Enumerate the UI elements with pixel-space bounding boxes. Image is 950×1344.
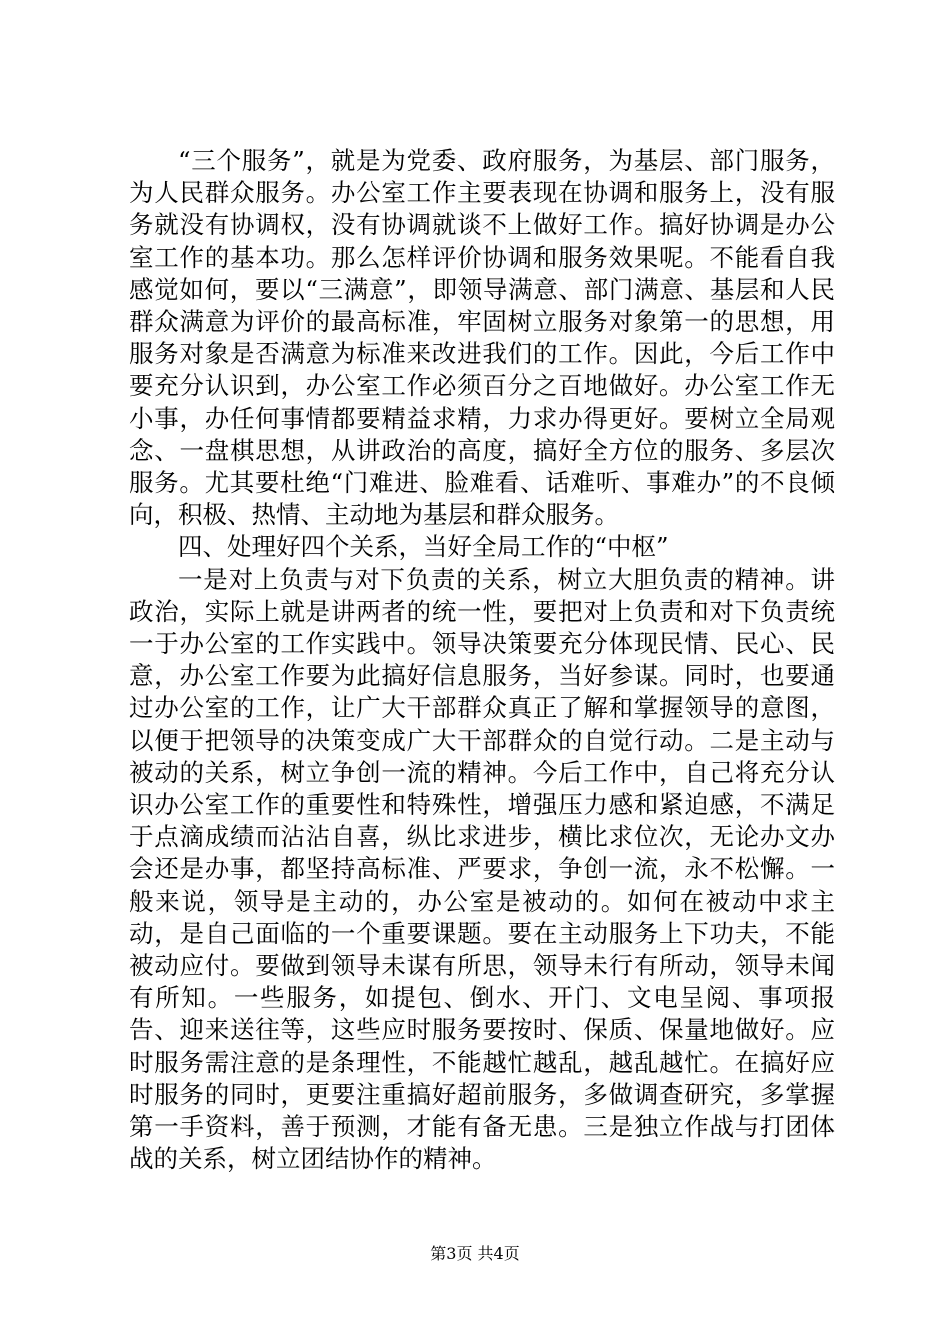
page-number-footer: 第3页 共4页 bbox=[430, 1244, 520, 1263]
document-body bbox=[129, 145, 835, 1176]
paragraph-relations: 一是对上负责与对下负责的关系，树立大胆负责的精神。讲政治，实际上就是讲两者的统一性，要把对上负责和对下负责统一于办公室的工作实践中。领导决策要充分体现民情、民心、民意，办公室工作要为此搞好信息服务，当好参谋。同时，也要通过办公室的工作，让广大干部群众真正了解和掌握领导的意图，以便于把领导的决策变成广大干部群众的自觉行动。二是主动与被动的关系，树立争创一流的精神。今后工作中，自己将充分认识办公室工作的重要性和特殊性，增强压力感和紧迫感，不满足于点滴成绩而沾沾自喜，纵比求进步，横比求位次，无论办文办会还是办事，都坚持高标准、严要求，争创一流，永不松懈。一般来说，领导是主动的，办公室是被动的。如何在被动中求主动，是自己面临的一个重要课题。要在主动服务上下功夫，不能被动应付。要做到领导未谋有所思，领导未行有所动，领导未闻有所知。一些服务，如提包、倒水、开门、文电呈阅、事项报告、迎来送往等，这些应时服务要按时、保质、保量地做好。应时服务需注意的是条理性，不能越忙越乱，越乱越忙。在搞好应时服务的同时，更要注重搞好超前服务，多做调查研究，多掌握第一手资料，善于预测，才能有备无患。三是独立作战与打团体战的关系，树立团结协作的精神。 bbox=[129, 564, 835, 1174]
paragraph-three-services: “三个服务”，就是为党委、政府服务，为基层、部门服务，为人民群众服务。办公室工作主要表现在协调和服务上，没有服务就没有协调权，没有协调就谈不上做好工作。搞好协调是办公室工作的基本功。那么怎样评价协调和服务效果呢。不能看自我感觉如何，要以“三满意”，即领导满意、部门满意、基层和人民群众满意为评价的最高标准，牢固树立服务对象第一的思想，用服务对象是否满意为标准来改进我们的工作。因此，今后工作中要充分认识到，办公室工作必须百分之百地做好。办公室工作无小事，办任何事情都要精益求精，力求办得更好。要树立全局观念、一盘棋思想，从讲政治的高度，搞好全方位的服务、多层次服务。尤其要杜绝“门难进、脸难看、话难听、事难办”的不良倾向，积极、热情、主动地为基层和群众服务。 bbox=[129, 146, 835, 530]
section-heading-four-relations: 四、处理好四个关系，当好全局工作的“中枢” bbox=[178, 532, 669, 562]
